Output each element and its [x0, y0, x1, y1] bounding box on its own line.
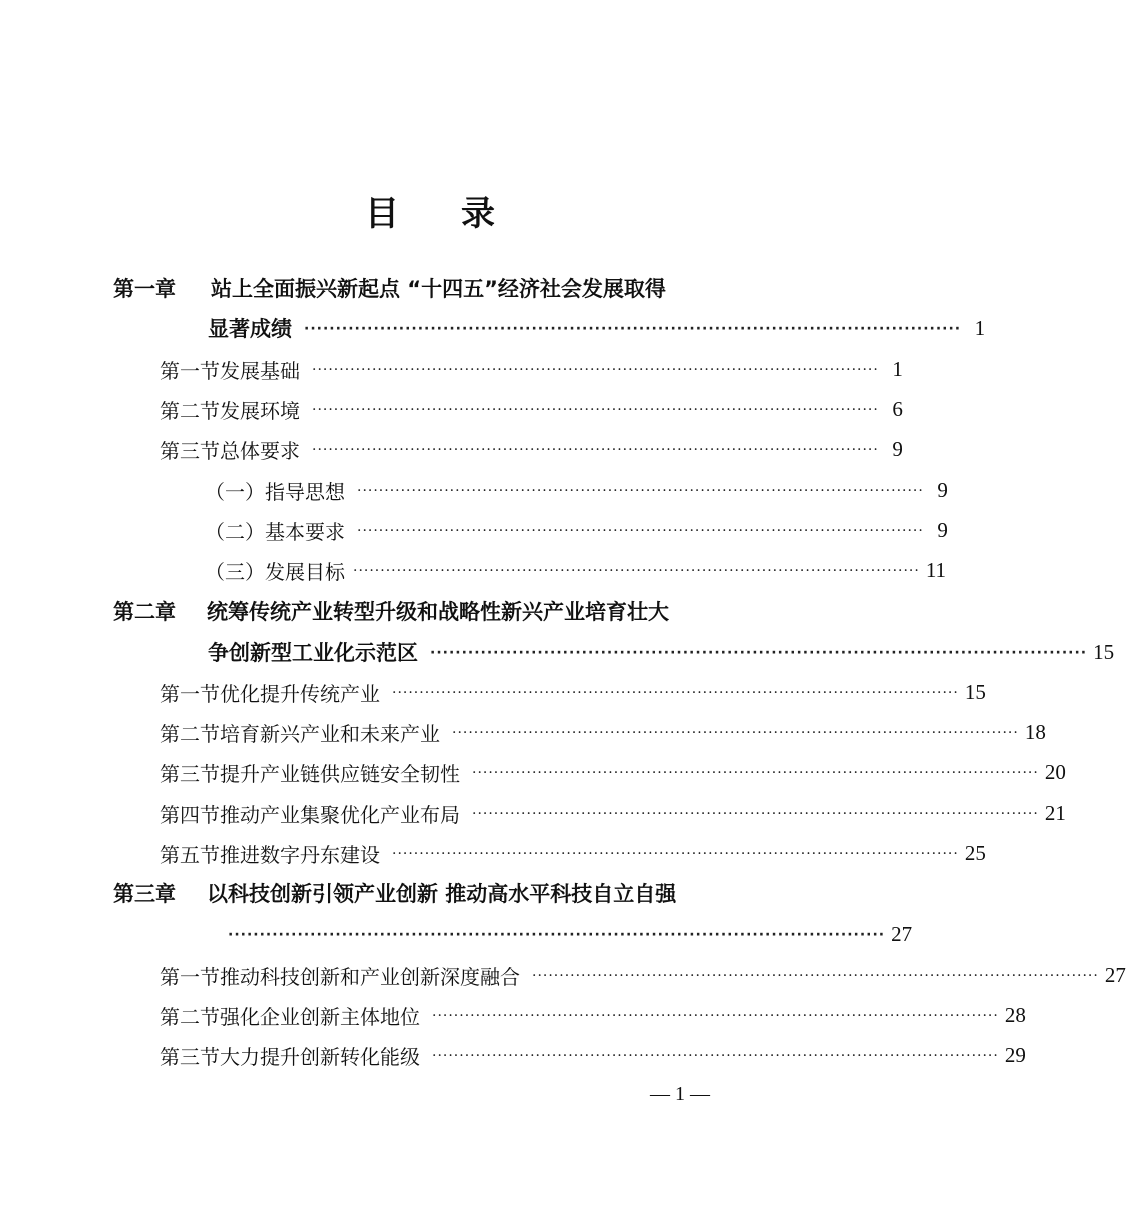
leader-dots: ········································································································: [532, 968, 1099, 984]
page-number: 27: [1104, 962, 1126, 987]
section-title: 推动科技创新和产业创新深度融合: [220, 964, 520, 989]
page-number: 28: [1004, 1002, 1026, 1027]
title-char-mu: 目: [365, 194, 399, 234]
toc-section[interactable]: [160, 833, 986, 873]
leader-dots: ········································································································: [228, 927, 886, 943]
page-number: 29: [1004, 1042, 1026, 1067]
toc-section[interactable]: [160, 349, 903, 389]
section-label: 第一节: [160, 358, 220, 383]
toc-chapter-2[interactable]: [113, 591, 753, 631]
title-char-lu: 录: [461, 194, 495, 234]
chapter-label: 第一章: [113, 277, 176, 301]
leader-dots: ········································································································: [430, 645, 1088, 661]
page-number: 18: [1024, 719, 1046, 744]
toc-section[interactable]: [160, 752, 1066, 792]
section-title: 强化企业创新主体地位: [220, 1004, 420, 1029]
leader-dots: ········································································································: [357, 523, 924, 539]
leader-dots: ········································································································: [304, 321, 962, 337]
section-label: 第三节: [160, 1044, 220, 1069]
leader-dots: ········································································································: [472, 765, 1039, 781]
section-label: 第二节: [160, 1004, 220, 1029]
page-number: 15: [1093, 639, 1115, 664]
page-number: 9: [937, 477, 948, 502]
page-number: 21: [1044, 800, 1066, 825]
page-number: 1: [974, 315, 986, 340]
page-number: 15: [964, 679, 986, 704]
subsection-title: 发展目标: [265, 559, 345, 584]
subsection-label: （二）: [205, 519, 265, 544]
section-title: 推进数字丹东建设: [220, 842, 380, 867]
subsection-title: 指导思想: [265, 479, 345, 504]
toc-section[interactable]: [160, 995, 1026, 1035]
toc-subsection[interactable]: [205, 510, 948, 550]
toc-section[interactable]: [160, 429, 903, 469]
leader-dots: ········································································································: [312, 362, 879, 378]
leader-dots: ········································································································: [452, 725, 1019, 741]
toc-chapter-3[interactable]: [113, 873, 753, 913]
section-label: 第二节: [160, 721, 220, 746]
toc-chapter-2-cont[interactable]: [208, 632, 1115, 672]
section-title: 总体要求: [220, 438, 300, 463]
section-title: 推动产业集聚优化产业布局: [220, 802, 460, 827]
section-label: 第三节: [160, 761, 220, 786]
section-label: 第一节: [160, 681, 220, 706]
page-number: 11: [925, 557, 947, 582]
leader-dots: ········································································································: [472, 806, 1039, 822]
leader-dots: ········································································································: [353, 563, 920, 579]
toc-chapter-1[interactable]: [113, 268, 753, 308]
page-title: [0, 186, 860, 235]
subsection-label: （一）: [205, 479, 265, 504]
toc-section[interactable]: [160, 793, 1066, 833]
section-title: 发展环境: [220, 398, 300, 423]
chapter-title: 以科技创新引领产业创新 推动高水平科技自立自强: [207, 882, 677, 906]
toc-subsection[interactable]: [205, 470, 948, 510]
chapter-label: 第二章: [113, 600, 176, 624]
leader-dots: ········································································································: [392, 685, 959, 701]
toc-section[interactable]: [160, 672, 986, 712]
chapter-title: 统筹传统产业转型升级和战略性新兴产业培育壮大: [207, 600, 669, 624]
leader-dots: ········································································································: [392, 846, 959, 862]
toc-chapter-1-cont[interactable]: [208, 308, 986, 348]
section-title: 提升产业链供应链安全韧性: [220, 761, 460, 786]
toc-section[interactable]: [160, 712, 1046, 752]
section-title: 发展基础: [220, 358, 300, 383]
chapter-title: 站上全面振兴新起点 “十四五”经济社会发展取得: [211, 277, 666, 301]
section-label: 第四节: [160, 802, 220, 827]
toc-section[interactable]: [160, 1035, 1026, 1075]
toc-section[interactable]: [160, 389, 903, 429]
chapter-title-cont: 显著成绩: [208, 317, 292, 341]
page-number: 20: [1044, 759, 1066, 784]
leader-dots: ········································································································: [432, 1008, 999, 1024]
page-number: 1: [892, 356, 903, 381]
section-title: 培育新兴产业和未来产业: [220, 721, 440, 746]
section-label: 第三节: [160, 438, 220, 463]
page-number: 6: [892, 396, 903, 421]
page-number: 25: [964, 840, 986, 865]
leader-dots: ········································································································: [312, 442, 879, 458]
section-title: 大力提升创新转化能级: [220, 1044, 420, 1069]
toc-subsection[interactable]: [205, 550, 947, 590]
leader-dots: ········································································································: [312, 402, 879, 418]
chapter-title-cont: 争创新型工业化示范区: [208, 641, 418, 665]
toc-section[interactable]: [160, 955, 1126, 995]
page-number: 9: [937, 517, 948, 542]
section-label: 第二节: [160, 398, 220, 423]
subsection-label: （三）: [205, 559, 265, 584]
chapter-label: 第三章: [113, 882, 176, 906]
page-number: 9: [892, 436, 903, 461]
page-footer-number: — 1 —: [650, 1083, 710, 1105]
section-label: 第五节: [160, 842, 220, 867]
section-label: 第一节: [160, 964, 220, 989]
subsection-title: 基本要求: [265, 519, 345, 544]
leader-dots: ········································································································: [357, 483, 924, 499]
section-title: 优化提升传统产业: [220, 681, 380, 706]
toc-chapter-3-cont[interactable]: [222, 914, 913, 954]
page-number: 27: [891, 921, 913, 946]
leader-dots: ········································································································: [432, 1048, 999, 1064]
